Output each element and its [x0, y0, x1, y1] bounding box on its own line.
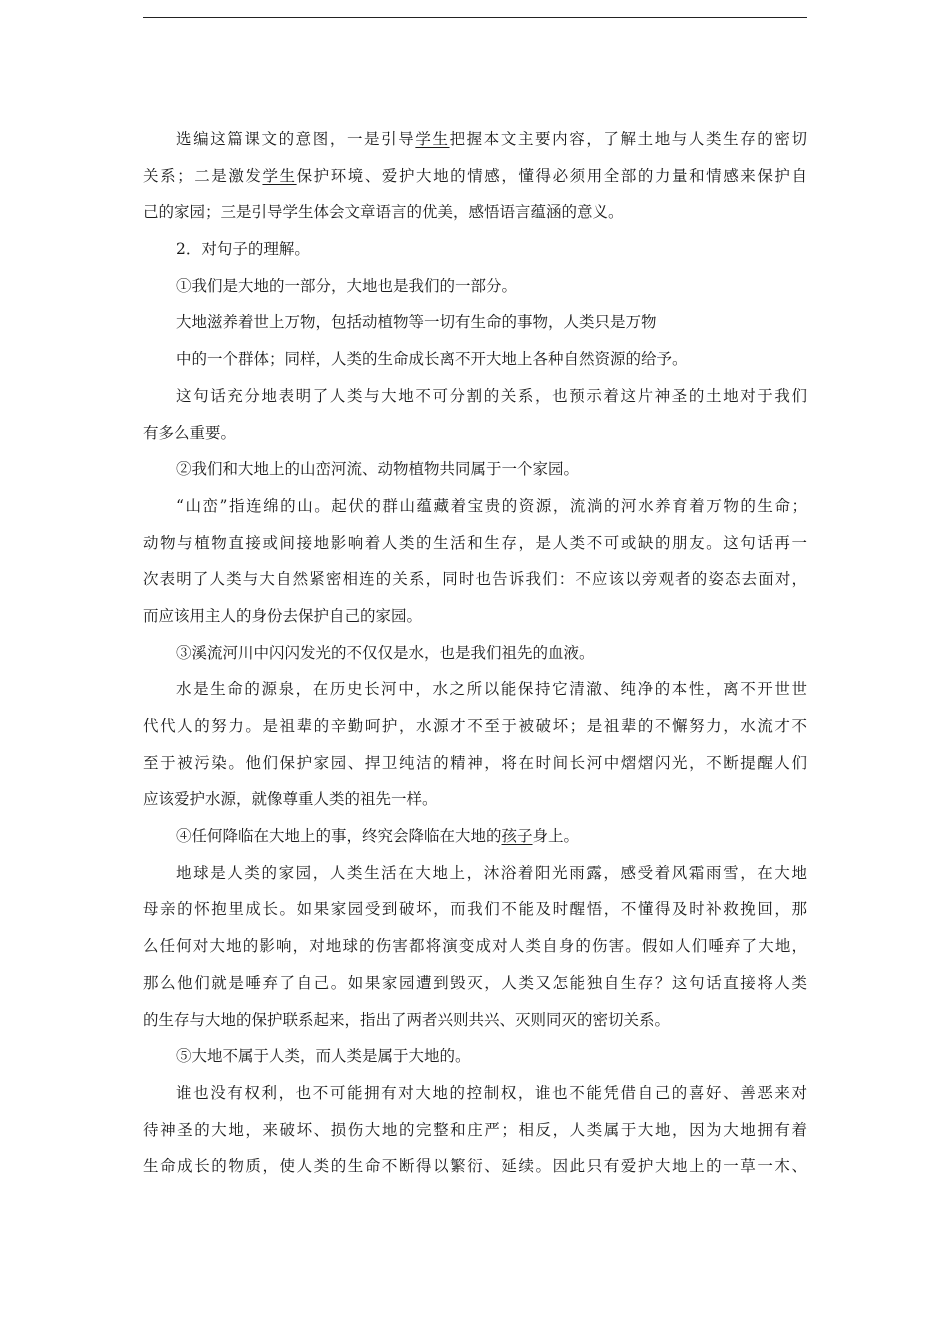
sentence-heading: ①我们是大地的一部分，大地也是我们的一部分。: [176, 276, 518, 295]
paragraph-line: 中的一个群体；同样，人类的生命成长离不开大地上各种自然资源的给予。: [176, 350, 688, 369]
paragraph-line: 代代人的努力。是祖辈的辛勤呵护，水源才不至于被破坏；是祖辈的不懈努力，水流才不: [143, 717, 807, 735]
paragraph-line: 动物与植物直接或间接地影响着人类的生活和生存，是人类不可或缺的朋友。这句话再一: [143, 533, 807, 552]
sentence-heading: ③溪流河川中闪闪发光的不仅仅是水，也是我们祖先的血液。: [176, 643, 595, 662]
paragraph-line: 谁也没有权利，也不可能拥有对大地的控制权，谁也不能凭借自己的喜好、善恶来对: [176, 1083, 807, 1102]
paragraph-line: 水是生命的源泉，在历史长河中，水之所以能保持它清澈、纯净的本性，离不开世世: [176, 680, 807, 699]
paragraph-line: 那么他们就是唾弃了自己。如果家园遭到毁灭，人类又怎能独自生存？这句话直接将人类: [143, 973, 807, 992]
paragraph-line: 待神圣的大地，来破坏、损伤大地的完整和庄严；相反，人类属于大地，因为大地拥有着: [143, 1120, 807, 1139]
paragraph-line: 而应该用主人的身份去保护自己的家园。: [143, 606, 423, 625]
paragraph-line: 地球是人类的家园，人类生活在大地上，沐浴着阳光雨露，感受着风霜雨雪，在大地: [176, 863, 807, 882]
sentence-heading: ④任何降临在大地上的事，终究会降临在大地的孩子身上。: [176, 827, 580, 846]
paragraph-line: 次表明了人类与大自然紧密相连的关系，同时也告诉我们：不应该以旁观者的姿态去面对，: [143, 570, 807, 589]
paragraph-line: 这句话充分地表明了人类与大地不可分割的关系，也预示着这片神圣的土地对于我们: [176, 386, 807, 405]
paragraph-line: 选编这篇课文的意图，一是引导学生把握本文主要内容，了解土地与人类生存的密切: [176, 130, 807, 148]
paragraph-line: 么任何对大地的影响，对地球的伤害都将演变成对人类自身的伤害。假如人们唾弃了大地，: [143, 937, 807, 956]
paragraph-line: 的生存与大地的保护联系起来，指出了两者兴则共兴、灭则同灭的密切关系。: [143, 1010, 671, 1029]
paragraph-line: 应该爱护水源，就像尊重人类的祖先一样。: [143, 790, 438, 809]
sentence-heading: ⑤大地不属于人类，而人类是属于大地的。: [176, 1047, 471, 1066]
document-body: [143, 121, 807, 1185]
paragraph-line: 母亲的怀抱里成长。如果家园受到破坏，而我们不能及时醒悟，不懂得及时补救挽回，那: [143, 900, 807, 919]
paragraph-line: 关系；二是激发学生保护环境、爱护大地的情感，懂得必须用全部的力量和情感来保护自: [143, 166, 807, 185]
paragraph-line: 有多么重要。: [143, 423, 237, 442]
paragraph-line: “山峦”指连绵的山。起伏的群山蕴藏着宝贵的资源，流淌的河水养育着万物的生命；: [176, 496, 807, 515]
underlined-term: 学生: [262, 166, 297, 185]
sentence-heading: ②我们和大地上的山峦河流、动物植物共同属于一个家园。: [176, 460, 580, 479]
paragraph-line: 至于被污染。他们保护家园、捍卫纯洁的精神，将在时间长河中熠熠闪光，不断提醒人们: [143, 753, 807, 772]
paragraph-line: 生命成长的物质，使人类的生命不断得以繁衍、延续。因此只有爱护大地上的一草一木、: [143, 1157, 807, 1176]
underlined-term: 孩子: [501, 827, 533, 846]
paragraph-line: 大地滋养着世上万物，包括动植物等一切有生命的事物，人类只是万物: [176, 313, 657, 332]
section-heading: 2．对句子的理解。: [176, 240, 310, 259]
underlined-term: 学生: [415, 130, 450, 148]
paragraph-line: 己的家园；三是引导学生体会文章语言的优美，感悟语言蕴涵的意义。: [143, 203, 624, 222]
header-rule: [143, 17, 807, 18]
